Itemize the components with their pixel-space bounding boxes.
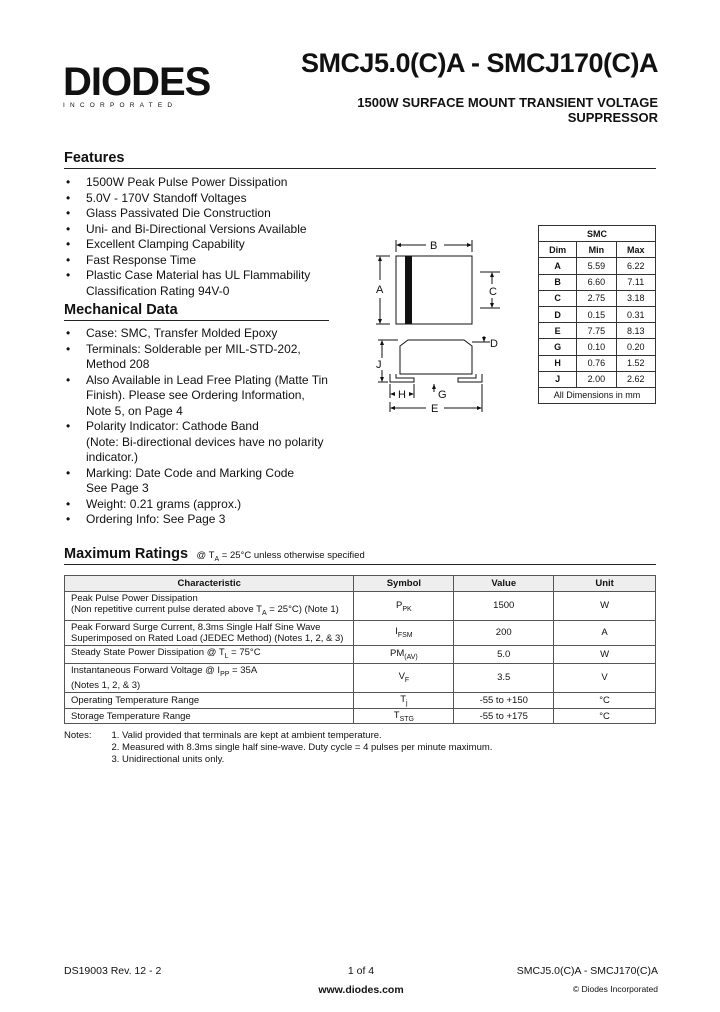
value-cell: 3.5 [454,663,554,692]
table-cell: 0.20 [616,339,655,355]
footer-page-number: 1 of 4 [347,965,375,977]
list-item-line: Terminals: Solderable per MIL-STD-202, [86,341,301,356]
table-cell: J [539,371,577,387]
list-item [66,342,356,373]
symbol-cell [354,692,454,708]
footer-url-link[interactable]: www.diodes.com [318,984,404,996]
table-cell: 2.62 [616,371,655,387]
table-row [65,592,656,621]
subtitle-line-2: SUPPRESSOR [567,110,658,125]
list-item-line: Polarity Indicator: Cathode Band [86,419,259,433]
characteristic-cell [65,663,354,692]
dims-footer: All Dimensions in mm [539,387,656,403]
list-item-line: Finish). Please see Ordering Information, [86,388,305,402]
table-cell: E [539,323,577,339]
char-text: (Non repetitive current pulse derated above T [71,604,262,615]
arrow-c-top [490,272,494,277]
table-row [539,323,656,339]
char-line: Superimposed on Rated Load (JEDEC Method) (Notes 1, 2, & 3) [71,632,344,644]
ratings-heading: Maximum Ratings [64,546,189,562]
unit-cell: °C [554,708,656,724]
char-text: Instantaneous Forward Voltage @ I [71,664,221,676]
table-cell: 7.11 [616,274,655,290]
bullet-icon: • [66,372,71,387]
list-item [66,268,366,299]
footer-part-number: SMCJ5.0(C)A - SMCJ170(C)A [516,965,658,977]
features-list [66,175,366,299]
table-cell: 2.75 [577,290,616,306]
list-item-line: Excellent Clamping Capability [86,237,245,251]
bullet-icon: • [66,268,71,282]
unit-cell: W [554,645,656,663]
arrow-a-top [378,256,382,261]
dims-col-min: Min [577,242,616,258]
dim-label-c: C [489,286,497,298]
table-row [65,692,656,708]
symbol-cell [354,645,454,663]
char-sub: L [224,652,229,660]
arrow-g [432,384,436,389]
dim-label-j: J [376,359,382,371]
list-item [66,497,356,513]
characteristic-cell [65,692,354,708]
arrow-a-bottom [378,319,382,324]
list-item [66,222,366,238]
table-row [539,355,656,371]
list-item-line: (Note: Bi-directional devices have no polarity [86,434,324,449]
table-cell: 0.76 [577,355,616,371]
table-cell: 1.52 [616,355,655,371]
char-line [71,647,347,662]
cond-prefix: @ T [196,550,215,561]
notes-list [111,730,492,766]
table-row [65,663,656,692]
table-row [539,306,656,322]
char-sub: A [262,609,267,617]
logo-wordmark: DIODES [63,60,211,104]
value-cell: 1500 [454,592,554,621]
symbol-sub: PK [402,605,412,613]
table-cell: 0.15 [577,306,616,322]
list-item-line: 5.0V - 170V Standoff Voltages [86,190,247,205]
list-item [66,175,366,191]
symbol-cell [354,620,454,645]
table-cell: 8.13 [616,323,655,339]
symbol-sub: j [406,699,408,707]
list-item-line: Fast Response Time [86,252,197,267]
ratings-col-value: Value [454,576,554,592]
arrow-c-bottom [490,303,494,308]
bullet-icon: • [66,221,71,236]
table-cell: 2.00 [577,371,616,387]
char-text: = 75°C [228,646,261,658]
logo-subtitle: INCORPORATED [63,102,178,109]
table-cell: 7.75 [577,323,616,339]
package-diagram [368,236,508,416]
bullet-icon: • [66,326,71,340]
dim-label-d: D [490,338,498,350]
value-cell: 200 [454,620,554,645]
char-line: (Notes 1, 2, & 3) [71,679,141,691]
table-cell: B [539,274,577,290]
table-cell: D [539,306,577,322]
table-cell: 3.18 [616,290,655,306]
cathode-band [405,256,412,324]
unit-cell: W [554,592,656,621]
table-row [539,290,656,306]
ratings-col-characteristic: Characteristic [65,576,354,592]
table-cell: 6.60 [577,274,616,290]
symbol-cell [354,663,454,692]
page-subtitle [298,95,658,125]
bullet-icon: • [66,175,71,189]
ratings-table [64,575,656,724]
package-side-view [400,340,472,374]
ratings-heading-row [64,545,365,563]
note-item: 1. Valid provided that terminals are kept at ambient temperature. [111,730,382,741]
bullet-icon: • [66,512,71,526]
char-line: Peak Forward Surge Current, 8.3ms Single Half Sine Wave [71,621,321,633]
symbol-sub: STG [399,715,414,723]
arrow-b-right [467,243,472,247]
value-cell: 5.0 [454,645,554,663]
symbol-text: T [393,709,400,721]
char-line: Storage Temperature Range [71,710,191,722]
list-item-line: See Page 3 [86,481,149,495]
list-item-line: Case: SMC, Transfer Molded Epoxy [86,326,278,340]
list-item-line: Weight: 0.21 grams (approx.) [86,496,242,511]
list-item [66,419,356,466]
list-item [66,253,366,269]
bullet-icon: • [66,237,71,251]
arrow-d [482,337,486,342]
characteristic-cell [65,592,354,621]
list-item-line: Glass Passivated Die Construction [86,206,271,220]
lead-right [458,374,482,382]
list-item-line: indicator.) [86,450,139,464]
symbol-text: P [396,599,403,611]
dimensions-table [538,225,656,404]
list-item [66,326,356,342]
table-cell: 0.10 [577,339,616,355]
list-item-line: Method 208 [86,357,150,371]
bullet-icon: • [66,252,71,267]
value-cell: -55 to +175 [454,708,554,724]
symbol-text: V [398,671,405,683]
ratings-condition [197,550,365,561]
mechanical-list [66,326,356,528]
subtitle-line-1: 1500W SURFACE MOUNT TRANSIENT VOLTAGE [357,95,658,110]
page-title: SMCJ5.0(C)A - SMCJ170(C)A [300,48,658,78]
dim-label-g: G [438,389,447,401]
characteristic-cell [65,620,354,645]
char-text: Steady State Power Dissipation @ T [71,646,225,658]
ratings-col-symbol: Symbol [354,576,454,592]
characteristic-cell [65,708,354,724]
table-cell: 6.22 [616,258,655,274]
cond-sub: A [214,555,220,563]
list-item [66,237,366,253]
list-item-line: Classification Rating 94V-0 [86,283,230,298]
char-sub: PP [220,670,230,678]
unit-cell: V [554,663,656,692]
unit-cell: A [554,620,656,645]
diodes-logo [63,62,228,110]
dim-label-e: E [431,403,439,415]
table-row [539,274,656,290]
bullet-icon: • [66,496,71,511]
table-cell: H [539,355,577,371]
features-heading: Features [64,150,125,166]
char-line [71,665,347,680]
list-item-line: Ordering Info: See Page 3 [86,512,226,526]
table-cell: 5.59 [577,258,616,274]
char-text: = 25°C) (Note 1) [266,604,339,615]
table-cell: G [539,339,577,355]
table-row [65,620,656,645]
dims-col-dim: Dim [539,242,577,258]
arrow-j-bottom [380,377,384,382]
char-text: = 35A [229,664,258,676]
list-item-line: Also Available in Lead Free Plating (Matte Tin [86,372,328,387]
table-cell: A [539,258,577,274]
bullet-icon: • [66,465,71,480]
dim-label-h: H [398,389,406,401]
dims-body [539,258,656,388]
footer-copyright: © Diodes Incorporated [572,984,658,994]
table-cell: C [539,290,577,306]
dims-col-max: Max [616,242,655,258]
symbol-text: PM [390,647,405,659]
list-item-line: Marking: Date Code and Marking Code [86,465,295,480]
char-line: Peak Pulse Power Dissipation [71,593,198,604]
symbol-sub: FSM [397,632,413,640]
ratings-rule [64,564,656,565]
arrow-h-left [390,392,395,396]
symbol-sub: (AV) [404,653,418,661]
list-item-line: Uni- and Bi-Directional Versions Available [86,221,307,236]
char-line [71,604,347,619]
bullet-icon: • [66,419,71,433]
list-item-line: Plastic Case Material has UL Flammability [86,268,311,282]
table-row [65,645,656,663]
table-row [539,371,656,387]
ratings-col-unit: Unit [554,576,656,592]
bullet-icon: • [66,206,71,220]
table-row [65,708,656,724]
list-item-line: 1500W Peak Pulse Power Dissipation [86,175,288,189]
list-item [66,191,366,207]
arrow-j-top [380,340,384,345]
symbol-cell [354,708,454,724]
ratings-body [65,592,656,724]
mechanical-heading: Mechanical Data [64,302,178,318]
symbol-cell [354,592,454,621]
value-cell: -55 to +150 [454,692,554,708]
table-row [539,258,656,274]
note-item: 3. Unidirectional units only. [111,754,225,765]
arrow-e-left [390,406,395,410]
dim-label-b: B [430,240,438,252]
arrow-h-right [409,392,414,396]
footer-doc-number: DS19003 Rev. 12 - 2 [64,965,162,977]
list-item [66,466,356,497]
symbol-text: T [400,693,406,705]
characteristic-cell [65,645,354,663]
list-item-line: Note 5, on Page 4 [86,403,183,418]
mechanical-rule [64,320,329,321]
list-item [66,206,366,222]
dim-label-a: A [376,284,384,296]
list-item [66,373,356,420]
symbol-text: I [395,626,398,638]
dims-package-header: SMC [539,226,656,242]
lead-left [390,374,414,382]
symbol-sub: F [404,677,410,685]
notes-block [64,730,492,766]
bullet-icon: • [66,190,71,205]
char-line: Operating Temperature Range [71,694,200,706]
list-item [66,512,356,528]
note-item: 2. Measured with 8.3ms single half sine-wave. Duty cycle = 4 pulses per minute maximum. [111,742,493,753]
table-cell: 0.31 [616,306,655,322]
table-row [539,339,656,355]
arrow-b-left [396,243,401,247]
features-rule [64,168,656,169]
notes-label: Notes: [64,730,92,741]
bullet-icon: • [66,341,71,356]
arrow-e-right [477,406,482,410]
cond-rest: = 25°C unless otherwise specified [219,550,365,561]
unit-cell: °C [554,692,656,708]
